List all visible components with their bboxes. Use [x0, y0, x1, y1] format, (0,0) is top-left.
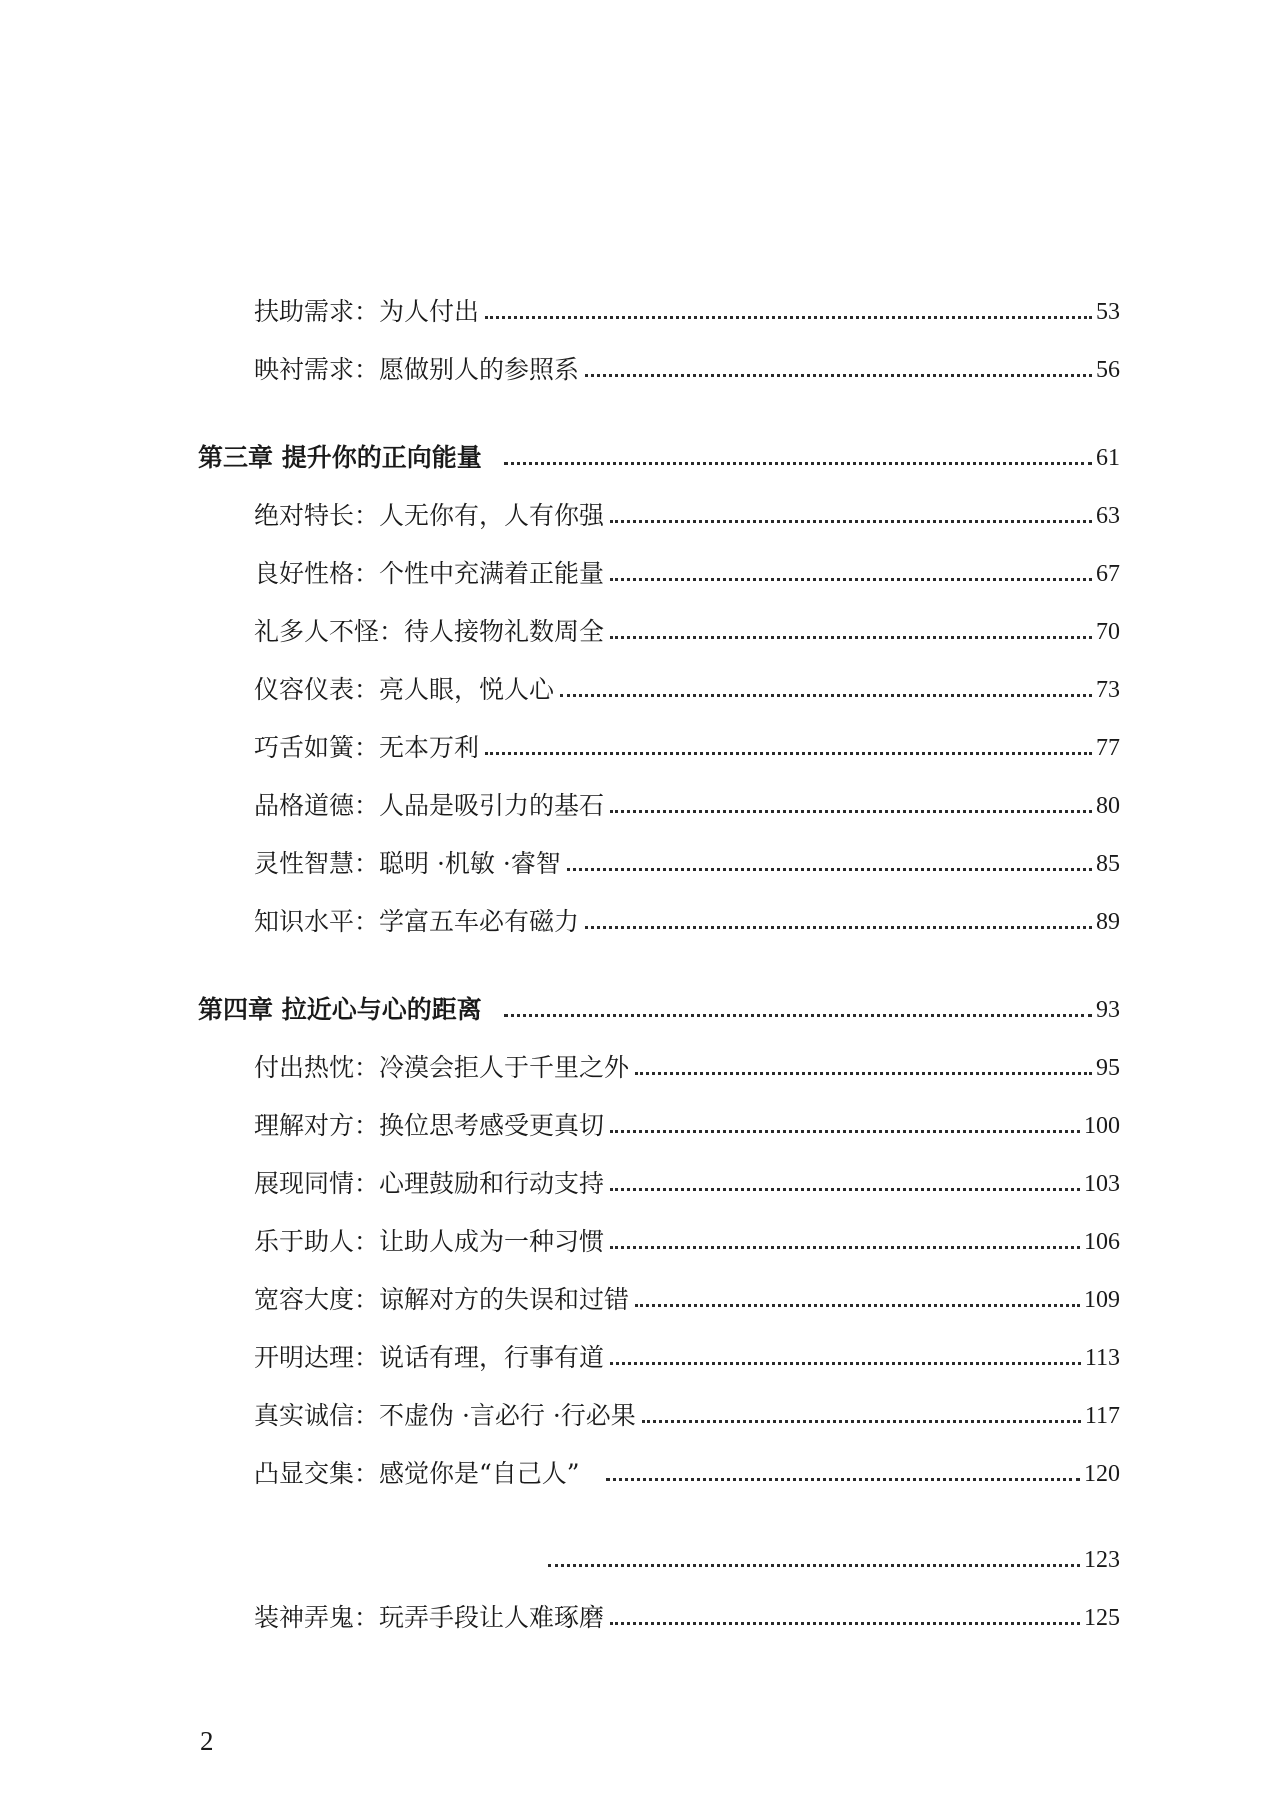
- dot-leader: [606, 1478, 1080, 1481]
- toc-entry[interactable]: [254, 1452, 1120, 1492]
- dot-leader: [585, 926, 1092, 929]
- entry-title: 灵性智慧：聪明 ·机敏 ·睿智: [254, 849, 561, 878]
- entry-page-number: 89: [1096, 909, 1120, 935]
- dot-leader: [485, 316, 1092, 319]
- chapter-page-number: 61: [1096, 445, 1120, 471]
- entry-title: 良好性格：个性中充满着正能量: [254, 559, 605, 588]
- dot-leader: [610, 1188, 1080, 1191]
- entry-title: 开明达理：说话有理，行事有道: [254, 1343, 605, 1372]
- dot-leader: [610, 1362, 1081, 1365]
- entry-title: 扶助需求：为人付出: [254, 297, 480, 326]
- entry-title: 绝对特长：人无你有，人有你强: [254, 501, 605, 530]
- entry-title: 仪容仪表：亮人眼，悦人心: [254, 675, 555, 704]
- dot-leader: [585, 374, 1092, 377]
- entry-page-number: 80: [1096, 793, 1120, 819]
- entry-page-number: 123: [1084, 1547, 1120, 1573]
- entry-page-number: 73: [1096, 677, 1120, 703]
- entry-title: 理解对方：换位思考感受更真切: [254, 1111, 605, 1140]
- toc-entry[interactable]: [254, 1596, 1120, 1636]
- entry-title: 映衬需求：愿做别人的参照系: [254, 355, 580, 384]
- dot-leader: [485, 752, 1092, 755]
- entry-title: 凸显交集：感觉你是“自己人”: [254, 1459, 580, 1488]
- entry-page-number: 109: [1084, 1287, 1120, 1313]
- entry-title: 付出热忱：冷漠会拒人于千里之外: [254, 1053, 630, 1082]
- entry-page-number: 70: [1096, 619, 1120, 645]
- dot-leader: [610, 636, 1092, 639]
- entry-page-number: 67: [1096, 561, 1120, 587]
- entry-title: 品格道德：人品是吸引力的基石: [254, 791, 605, 820]
- toc-untitled-entry[interactable]: [548, 1538, 1120, 1578]
- chapter-title: 第三章 提升你的正向能量: [198, 443, 482, 472]
- entry-page-number: 113: [1084, 1345, 1120, 1371]
- toc-entry[interactable]: [254, 1162, 1120, 1202]
- toc-entry[interactable]: [254, 610, 1120, 650]
- toc-entry[interactable]: [254, 552, 1120, 592]
- toc-chapter-heading[interactable]: [198, 436, 1120, 476]
- toc-entry[interactable]: [254, 1104, 1120, 1144]
- entry-page-number: 106: [1084, 1229, 1120, 1255]
- footer-page-number: 2: [200, 1726, 214, 1756]
- toc-entry[interactable]: [254, 348, 1120, 388]
- chapter-title: 第四章 拉近心与心的距离: [198, 995, 482, 1024]
- dot-leader: [560, 694, 1092, 697]
- dot-leader: [610, 1622, 1080, 1625]
- dot-leader: [610, 578, 1092, 581]
- entry-title: 装神弄鬼：玩弄手段让人难琢磨: [254, 1603, 605, 1632]
- entry-page-number: 77: [1096, 735, 1120, 761]
- toc-entry[interactable]: [254, 784, 1120, 824]
- entry-page-number: 53: [1096, 299, 1120, 325]
- entry-title: 知识水平：学富五车必有磁力: [254, 907, 580, 936]
- dot-leader: [548, 1564, 1080, 1567]
- entry-page-number: 100: [1084, 1113, 1120, 1139]
- toc-entry[interactable]: [254, 726, 1120, 766]
- dot-leader: [635, 1072, 1092, 1075]
- toc-entry[interactable]: [254, 1278, 1120, 1318]
- dot-leader: [610, 1246, 1080, 1249]
- entry-page-number: 56: [1096, 357, 1120, 383]
- toc-entry[interactable]: [254, 668, 1120, 708]
- entry-page-number: 85: [1096, 851, 1120, 877]
- toc-entry[interactable]: [254, 1394, 1120, 1434]
- entry-page-number: 95: [1096, 1055, 1120, 1081]
- toc-entry[interactable]: [254, 1220, 1120, 1260]
- entry-title: 展现同情：心理鼓励和行动支持: [254, 1169, 605, 1198]
- toc-entry[interactable]: [254, 1046, 1120, 1086]
- dot-leader: [642, 1420, 1081, 1423]
- dot-leader: [504, 462, 1092, 465]
- toc-entry[interactable]: [254, 1336, 1120, 1376]
- dot-leader: [610, 520, 1092, 523]
- entry-title: 真实诚信：不虚伪 ·言必行 ·行必果: [254, 1401, 636, 1430]
- entry-page-number: 117: [1084, 1403, 1120, 1429]
- entry-page-number: 120: [1084, 1461, 1120, 1487]
- dot-leader: [567, 868, 1092, 871]
- toc-entry[interactable]: [254, 842, 1120, 882]
- toc-entry[interactable]: [254, 494, 1120, 534]
- dot-leader: [635, 1304, 1080, 1307]
- entry-title: 巧舌如簧：无本万利: [254, 733, 480, 762]
- dot-leader: [610, 1130, 1080, 1133]
- entry-page-number: 125: [1084, 1605, 1120, 1631]
- chapter-page-number: 93: [1096, 997, 1120, 1023]
- toc-entry[interactable]: [254, 900, 1120, 940]
- entry-page-number: 103: [1084, 1171, 1120, 1197]
- toc-entry[interactable]: [254, 290, 1120, 330]
- entry-title: 礼多人不怪：待人接物礼数周全: [254, 617, 605, 646]
- entry-page-number: 63: [1096, 503, 1120, 529]
- dot-leader: [610, 810, 1092, 813]
- dot-leader: [504, 1014, 1092, 1017]
- toc-chapter-heading[interactable]: [198, 988, 1120, 1028]
- entry-title: 乐于助人：让助人成为一种习惯: [254, 1227, 605, 1256]
- entry-title: 宽容大度：谅解对方的失误和过错: [254, 1285, 630, 1314]
